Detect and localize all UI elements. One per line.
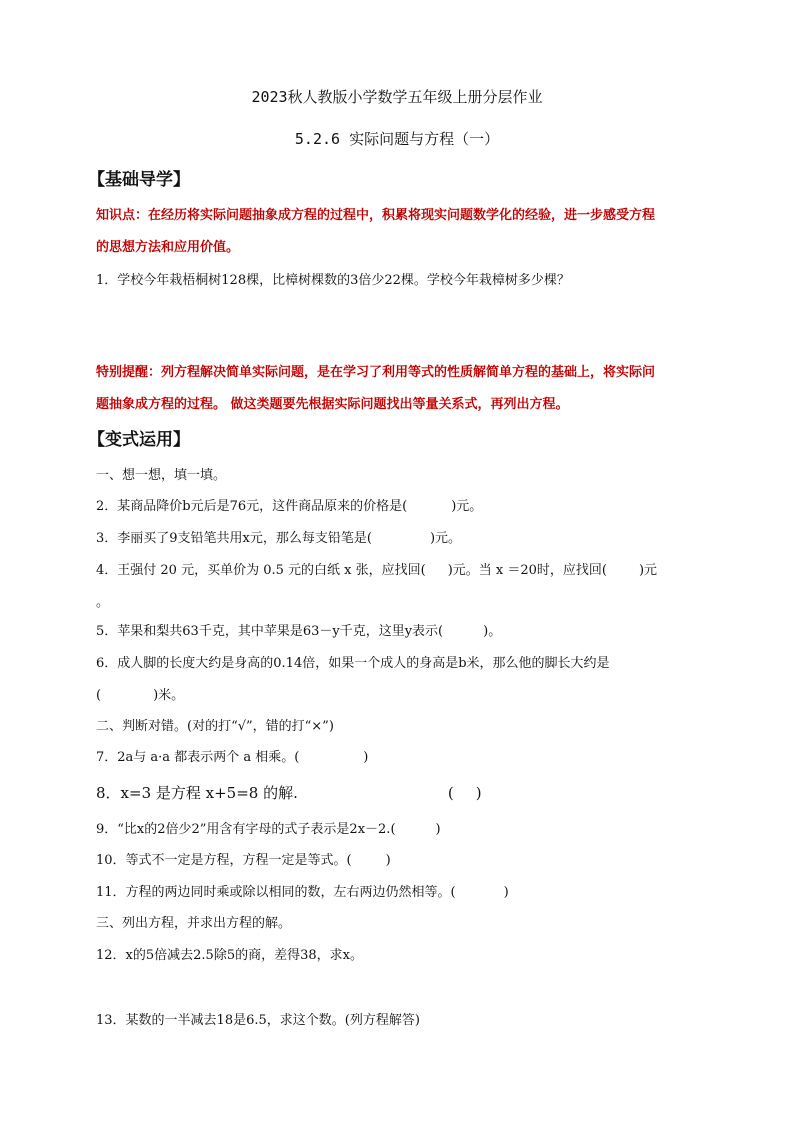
question-5-text: 5．苹果和梨共63千克，其中苹果是63－y千克，这里y表示( (96, 624, 444, 639)
question-6: 6．成人脚的长度大约是身高的0.14倍，如果一个成人的身高是b米，那么他的脚长大约是 (96, 656, 610, 671)
question-13: 13．某数的一半减去18是6.5，求这个数。(列方程解答) (96, 1013, 420, 1028)
question-2-text: 2．某商品降价b元后是76元，这件商品原来的价格是( (96, 499, 408, 514)
question-7-close: ) (363, 750, 369, 765)
question-6-wrap (96, 688, 184, 704)
question-2-unit: )元。 (451, 499, 483, 514)
section-basic-heading: 【基础导学】 (88, 170, 190, 190)
question-11 (96, 885, 509, 901)
question-2 (96, 499, 482, 515)
question-8 (96, 784, 482, 802)
question-4-text: 4．王强付 20 元，买单价为 0.5 元的白纸 x 张，应找回( (96, 563, 426, 578)
knowledge-point-line-2: 的思想方法和应用价值。 (96, 240, 240, 255)
question-3-unit: )元。 (429, 531, 462, 546)
part-1-heading: 一、想一想，填一填。 (96, 468, 227, 483)
page-subtitle: 5.2.6 实际问题与方程（一） (294, 130, 500, 148)
question-6-open: ( (96, 688, 102, 703)
part-3-heading: 三、列出方程，并求出方程的解。 (96, 916, 292, 931)
part-2-heading: 二、判断对错。(对的打“√”，错的打“×”) (96, 719, 334, 734)
question-9-text: 9．“比x的2倍少2”用含有字母的式子表示是2x－2.( (96, 822, 396, 837)
knowledge-point-line-1: 知识点：在经历将实际问题抽象成方程的过程中，积累将现实问题数学化的经验，进一步感受方程 (96, 208, 656, 223)
question-3 (96, 531, 461, 547)
reminder-line-1: 特别提醒：列方程解决简单实际问题，是在学习了利用等式的性质解简单方程的基础上，将实际问 (96, 365, 656, 380)
question-4-unit: )元 (638, 563, 658, 578)
question-3-text: 3．李丽买了9支铅笔共用x元，那么每支铅笔是( (96, 531, 372, 546)
question-9-close: ) (435, 822, 441, 837)
question-12: 12．x的5倍减去2.5除5的商，差得38，求x。 (96, 948, 363, 963)
question-5 (96, 624, 501, 640)
question-10-text: 10．等式不一定是方程，方程一定是等式。( (96, 853, 352, 868)
question-11-text: 11．方程的两边同时乘或除以相同的数，左右两边仍然相等。( (96, 885, 456, 900)
question-5-end: )。 (483, 624, 502, 639)
section-variant-heading: 【变式运用】 (88, 430, 190, 450)
page-title: 2023秋人教版小学数学五年级上册分层作业 (251, 88, 543, 106)
question-6-unit: )米。 (153, 688, 185, 703)
question-4-text-2: )元。当 x ＝20时，应找回( (447, 563, 607, 578)
question-1: 1．学校今年栽梧桐树128棵，比樟树棵数的3倍少22棵。学校今年栽樟树多少棵？ (96, 273, 570, 288)
question-10 (96, 853, 391, 869)
question-8-close: ) (475, 784, 482, 802)
reminder-line-2: 题抽象成方程的过程。 做这类题要先根据实际问题找出等量关系式，再列出方程。 (96, 397, 569, 412)
question-4-wrap: 。 (96, 595, 110, 610)
question-8-text: 8．x=3 是方程 x+5=8 的解. (96, 784, 298, 802)
question-7-text: 7．2a与 a·a 都表示两个 a 相乘。( (96, 750, 300, 765)
question-10-close: ) (385, 853, 391, 868)
question-9 (96, 822, 441, 838)
question-8-open: ( (447, 784, 454, 802)
question-4 (96, 563, 657, 579)
question-11-close: ) (503, 885, 509, 900)
question-7 (96, 750, 368, 766)
